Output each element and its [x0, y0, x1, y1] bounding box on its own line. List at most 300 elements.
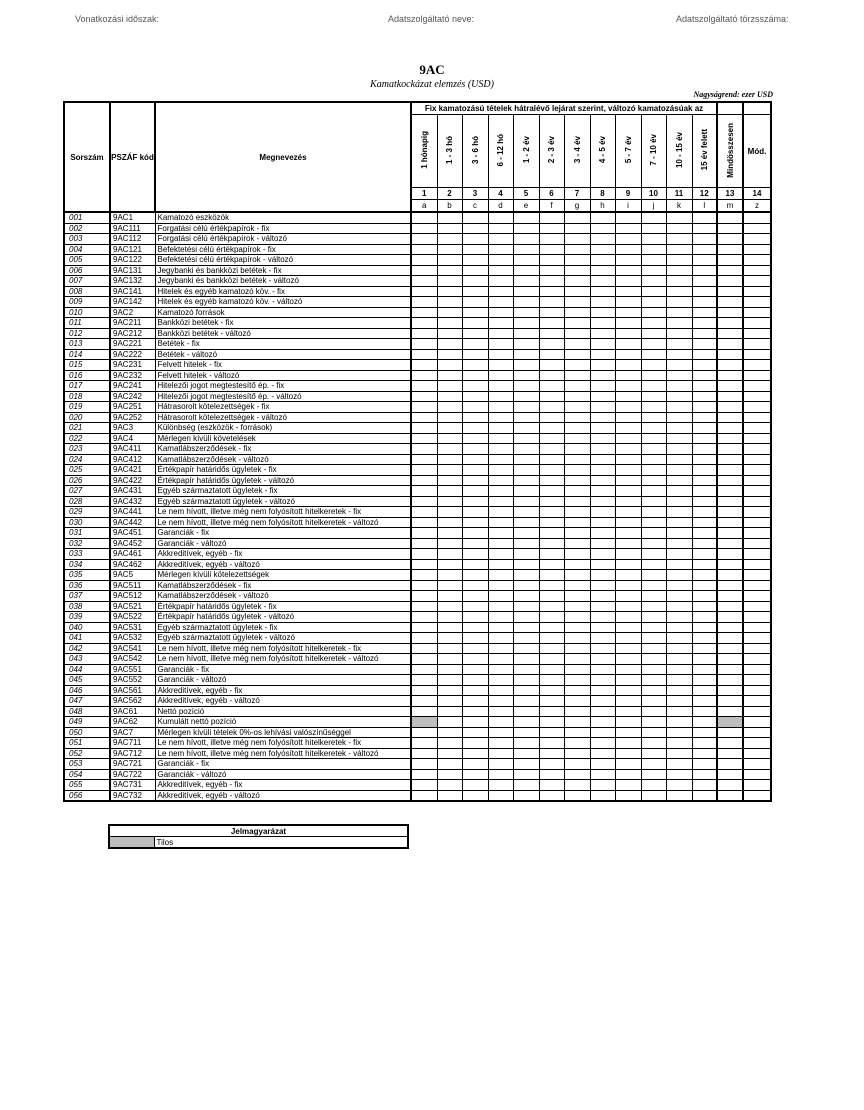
data-cell[interactable] — [615, 381, 641, 392]
data-cell[interactable] — [666, 244, 692, 255]
data-cell[interactable] — [717, 612, 743, 623]
data-cell[interactable] — [615, 423, 641, 434]
data-cell[interactable] — [743, 276, 771, 287]
data-cell[interactable] — [641, 769, 666, 780]
data-cell[interactable] — [437, 339, 462, 350]
data-cell[interactable] — [590, 276, 615, 287]
data-cell[interactable] — [488, 318, 513, 329]
data-cell[interactable] — [539, 307, 564, 318]
data-cell[interactable] — [615, 223, 641, 234]
data-cell[interactable] — [743, 622, 771, 633]
data-cell[interactable] — [539, 780, 564, 791]
data-cell[interactable] — [743, 706, 771, 717]
data-cell[interactable] — [615, 643, 641, 654]
data-cell[interactable] — [411, 307, 437, 318]
data-cell[interactable] — [615, 360, 641, 371]
data-cell[interactable] — [564, 496, 590, 507]
data-cell[interactable] — [437, 664, 462, 675]
data-cell[interactable] — [641, 318, 666, 329]
data-cell[interactable] — [615, 748, 641, 759]
data-cell[interactable] — [590, 612, 615, 623]
data-cell[interactable] — [513, 486, 539, 497]
data-cell[interactable] — [513, 391, 539, 402]
data-cell[interactable] — [564, 318, 590, 329]
data-cell[interactable] — [488, 507, 513, 518]
data-cell[interactable] — [513, 549, 539, 560]
data-cell[interactable] — [590, 423, 615, 434]
data-cell[interactable] — [717, 454, 743, 465]
data-cell[interactable] — [411, 769, 437, 780]
data-cell[interactable] — [666, 318, 692, 329]
data-cell[interactable] — [513, 276, 539, 287]
data-cell[interactable] — [539, 549, 564, 560]
data-cell[interactable] — [513, 685, 539, 696]
data-cell[interactable] — [615, 454, 641, 465]
data-cell[interactable] — [437, 780, 462, 791]
data-cell[interactable] — [437, 675, 462, 686]
data-cell[interactable] — [615, 601, 641, 612]
data-cell[interactable] — [488, 643, 513, 654]
data-cell[interactable] — [437, 496, 462, 507]
data-cell[interactable] — [462, 244, 488, 255]
data-cell[interactable] — [564, 276, 590, 287]
data-cell[interactable] — [411, 244, 437, 255]
data-cell[interactable] — [717, 654, 743, 665]
data-cell[interactable] — [590, 580, 615, 591]
data-cell[interactable] — [539, 790, 564, 801]
data-cell[interactable] — [666, 360, 692, 371]
data-cell[interactable] — [717, 633, 743, 644]
data-cell[interactable] — [411, 433, 437, 444]
data-cell[interactable] — [692, 265, 717, 276]
data-cell[interactable] — [743, 265, 771, 276]
data-cell[interactable] — [641, 601, 666, 612]
data-cell[interactable] — [539, 591, 564, 602]
data-cell[interactable] — [513, 349, 539, 360]
data-cell[interactable] — [717, 759, 743, 770]
data-cell[interactable] — [564, 759, 590, 770]
data-cell[interactable] — [590, 570, 615, 581]
data-cell[interactable] — [462, 349, 488, 360]
data-cell[interactable] — [615, 528, 641, 539]
data-cell[interactable] — [564, 643, 590, 654]
data-cell[interactable] — [743, 454, 771, 465]
data-cell[interactable] — [743, 780, 771, 791]
data-cell[interactable] — [692, 601, 717, 612]
data-cell[interactable] — [666, 664, 692, 675]
data-cell[interactable] — [666, 234, 692, 245]
data-cell[interactable] — [539, 759, 564, 770]
data-cell[interactable] — [692, 360, 717, 371]
data-cell[interactable] — [717, 412, 743, 423]
data-cell[interactable] — [513, 622, 539, 633]
data-cell[interactable] — [488, 465, 513, 476]
data-cell[interactable] — [692, 685, 717, 696]
data-cell[interactable] — [462, 318, 488, 329]
data-cell[interactable] — [743, 538, 771, 549]
data-cell[interactable] — [564, 349, 590, 360]
data-cell[interactable] — [462, 255, 488, 266]
data-cell[interactable] — [641, 570, 666, 581]
data-cell[interactable] — [437, 685, 462, 696]
data-cell[interactable] — [717, 265, 743, 276]
data-cell[interactable] — [743, 601, 771, 612]
data-cell[interactable] — [437, 559, 462, 570]
data-cell[interactable] — [539, 612, 564, 623]
data-cell[interactable] — [615, 675, 641, 686]
data-cell[interactable] — [539, 412, 564, 423]
data-cell[interactable] — [564, 255, 590, 266]
data-cell[interactable] — [717, 507, 743, 518]
data-cell[interactable] — [462, 339, 488, 350]
data-cell[interactable] — [437, 276, 462, 287]
data-cell[interactable] — [717, 664, 743, 675]
data-cell[interactable] — [615, 339, 641, 350]
data-cell[interactable] — [743, 234, 771, 245]
data-cell[interactable] — [590, 717, 615, 728]
data-cell[interactable] — [488, 307, 513, 318]
data-cell[interactable] — [692, 633, 717, 644]
data-cell[interactable] — [564, 265, 590, 276]
data-cell[interactable] — [590, 706, 615, 717]
data-cell[interactable] — [666, 538, 692, 549]
data-cell[interactable] — [717, 549, 743, 560]
data-cell[interactable] — [564, 549, 590, 560]
data-cell[interactable] — [488, 706, 513, 717]
data-cell[interactable] — [437, 381, 462, 392]
data-cell[interactable] — [564, 717, 590, 728]
data-cell[interactable] — [411, 622, 437, 633]
data-cell[interactable] — [692, 643, 717, 654]
data-cell[interactable] — [615, 696, 641, 707]
data-cell[interactable] — [743, 748, 771, 759]
data-cell[interactable] — [488, 612, 513, 623]
data-cell[interactable] — [539, 444, 564, 455]
data-cell[interactable] — [437, 244, 462, 255]
data-cell[interactable] — [590, 675, 615, 686]
data-cell[interactable] — [488, 223, 513, 234]
data-cell[interactable] — [666, 328, 692, 339]
data-cell[interactable] — [564, 570, 590, 581]
data-cell[interactable] — [615, 517, 641, 528]
data-cell[interactable] — [564, 465, 590, 476]
data-cell[interactable] — [717, 528, 743, 539]
data-cell[interactable] — [437, 454, 462, 465]
data-cell[interactable] — [590, 696, 615, 707]
data-cell[interactable] — [590, 517, 615, 528]
data-cell[interactable] — [411, 339, 437, 350]
data-cell[interactable] — [513, 780, 539, 791]
data-cell[interactable] — [539, 286, 564, 297]
data-cell[interactable] — [462, 465, 488, 476]
data-cell[interactable] — [615, 780, 641, 791]
data-cell[interactable] — [564, 612, 590, 623]
data-cell[interactable] — [743, 696, 771, 707]
data-cell[interactable] — [437, 307, 462, 318]
data-cell[interactable] — [615, 286, 641, 297]
data-cell[interactable] — [590, 538, 615, 549]
data-cell[interactable] — [666, 444, 692, 455]
data-cell[interactable] — [564, 790, 590, 801]
data-cell[interactable] — [564, 423, 590, 434]
data-cell[interactable] — [717, 370, 743, 381]
data-cell[interactable] — [462, 748, 488, 759]
data-cell[interactable] — [411, 633, 437, 644]
data-cell[interactable] — [666, 370, 692, 381]
data-cell[interactable] — [513, 223, 539, 234]
data-cell[interactable] — [488, 696, 513, 707]
data-cell[interactable] — [641, 465, 666, 476]
data-cell[interactable] — [692, 727, 717, 738]
data-cell[interactable] — [437, 759, 462, 770]
data-cell[interactable] — [539, 297, 564, 308]
data-cell[interactable] — [411, 706, 437, 717]
data-cell[interactable] — [539, 223, 564, 234]
data-cell[interactable] — [743, 381, 771, 392]
data-cell[interactable] — [666, 748, 692, 759]
data-cell[interactable] — [411, 507, 437, 518]
data-cell[interactable] — [692, 612, 717, 623]
data-cell[interactable] — [539, 748, 564, 759]
data-cell[interactable] — [641, 706, 666, 717]
data-cell[interactable] — [641, 297, 666, 308]
data-cell[interactable] — [590, 339, 615, 350]
data-cell[interactable] — [488, 402, 513, 413]
data-cell[interactable] — [513, 370, 539, 381]
data-cell[interactable] — [692, 622, 717, 633]
data-cell[interactable] — [692, 349, 717, 360]
data-cell[interactable] — [437, 549, 462, 560]
data-cell[interactable] — [539, 244, 564, 255]
data-cell[interactable] — [462, 381, 488, 392]
data-cell[interactable] — [641, 507, 666, 518]
data-cell[interactable] — [513, 559, 539, 570]
data-cell[interactable] — [488, 549, 513, 560]
data-cell[interactable] — [717, 307, 743, 318]
data-cell[interactable] — [513, 265, 539, 276]
data-cell[interactable] — [717, 465, 743, 476]
data-cell[interactable] — [462, 622, 488, 633]
data-cell[interactable] — [590, 286, 615, 297]
data-cell[interactable] — [564, 591, 590, 602]
data-cell[interactable] — [462, 423, 488, 434]
data-cell[interactable] — [539, 706, 564, 717]
data-cell[interactable] — [743, 559, 771, 570]
data-cell[interactable] — [666, 265, 692, 276]
data-cell[interactable] — [488, 297, 513, 308]
data-cell[interactable] — [666, 412, 692, 423]
data-cell[interactable] — [590, 402, 615, 413]
data-cell[interactable] — [692, 507, 717, 518]
data-cell[interactable] — [641, 328, 666, 339]
data-cell[interactable] — [743, 496, 771, 507]
data-cell[interactable] — [743, 244, 771, 255]
data-cell[interactable] — [539, 465, 564, 476]
data-cell[interactable] — [411, 664, 437, 675]
data-cell[interactable] — [462, 307, 488, 318]
data-cell[interactable] — [462, 223, 488, 234]
data-cell[interactable] — [615, 591, 641, 602]
data-cell[interactable] — [717, 444, 743, 455]
data-cell[interactable] — [564, 475, 590, 486]
data-cell[interactable] — [641, 717, 666, 728]
data-cell[interactable] — [590, 643, 615, 654]
data-cell[interactable] — [743, 307, 771, 318]
data-cell[interactable] — [564, 528, 590, 539]
data-cell[interactable] — [590, 307, 615, 318]
data-cell[interactable] — [692, 444, 717, 455]
data-cell[interactable] — [641, 759, 666, 770]
data-cell[interactable] — [437, 360, 462, 371]
data-cell[interactable] — [666, 454, 692, 465]
data-cell[interactable] — [717, 223, 743, 234]
data-cell[interactable] — [615, 622, 641, 633]
data-cell[interactable] — [411, 580, 437, 591]
data-cell[interactable] — [539, 328, 564, 339]
data-cell[interactable] — [692, 591, 717, 602]
data-cell[interactable] — [615, 496, 641, 507]
data-cell[interactable] — [513, 706, 539, 717]
data-cell[interactable] — [411, 412, 437, 423]
data-cell[interactable] — [539, 496, 564, 507]
data-cell[interactable] — [411, 517, 437, 528]
data-cell[interactable] — [488, 244, 513, 255]
data-cell[interactable] — [641, 349, 666, 360]
data-cell[interactable] — [590, 780, 615, 791]
data-cell[interactable] — [717, 496, 743, 507]
data-cell[interactable] — [462, 507, 488, 518]
data-cell[interactable] — [437, 423, 462, 434]
data-cell[interactable] — [743, 412, 771, 423]
data-cell[interactable] — [641, 633, 666, 644]
data-cell[interactable] — [666, 391, 692, 402]
data-cell[interactable] — [539, 769, 564, 780]
data-cell[interactable] — [743, 465, 771, 476]
data-cell[interactable] — [590, 685, 615, 696]
data-cell[interactable] — [692, 339, 717, 350]
data-cell[interactable] — [513, 454, 539, 465]
data-cell[interactable] — [564, 212, 590, 223]
data-cell[interactable] — [717, 727, 743, 738]
data-cell[interactable] — [564, 391, 590, 402]
data-cell[interactable] — [666, 580, 692, 591]
data-cell[interactable] — [615, 465, 641, 476]
data-cell[interactable] — [411, 570, 437, 581]
data-cell[interactable] — [743, 475, 771, 486]
data-cell[interactable] — [437, 318, 462, 329]
data-cell[interactable] — [513, 769, 539, 780]
data-cell[interactable] — [666, 769, 692, 780]
data-cell[interactable] — [513, 643, 539, 654]
data-cell[interactable] — [743, 727, 771, 738]
data-cell[interactable] — [488, 475, 513, 486]
data-cell[interactable] — [641, 286, 666, 297]
data-cell[interactable] — [666, 307, 692, 318]
data-cell[interactable] — [411, 276, 437, 287]
data-cell[interactable] — [488, 212, 513, 223]
data-cell[interactable] — [437, 769, 462, 780]
data-cell[interactable] — [743, 769, 771, 780]
data-cell[interactable] — [411, 654, 437, 665]
data-cell[interactable] — [437, 654, 462, 665]
data-cell[interactable] — [590, 496, 615, 507]
data-cell[interactable] — [437, 234, 462, 245]
data-cell[interactable] — [539, 265, 564, 276]
data-cell[interactable] — [513, 696, 539, 707]
data-cell[interactable] — [513, 591, 539, 602]
data-cell[interactable] — [437, 612, 462, 623]
data-cell[interactable] — [539, 633, 564, 644]
data-cell[interactable] — [666, 633, 692, 644]
data-cell[interactable] — [411, 790, 437, 801]
data-cell[interactable] — [641, 580, 666, 591]
data-cell[interactable] — [692, 402, 717, 413]
data-cell[interactable] — [743, 580, 771, 591]
data-cell[interactable] — [615, 654, 641, 665]
data-cell[interactable] — [437, 570, 462, 581]
data-cell[interactable] — [539, 454, 564, 465]
data-cell[interactable] — [641, 454, 666, 465]
data-cell[interactable] — [513, 727, 539, 738]
data-cell[interactable] — [692, 496, 717, 507]
data-cell[interactable] — [488, 790, 513, 801]
data-cell[interactable] — [590, 328, 615, 339]
data-cell[interactable] — [564, 297, 590, 308]
data-cell[interactable] — [717, 212, 743, 223]
data-cell[interactable] — [717, 675, 743, 686]
data-cell[interactable] — [513, 212, 539, 223]
data-cell[interactable] — [488, 528, 513, 539]
data-cell[interactable] — [692, 381, 717, 392]
data-cell[interactable] — [692, 696, 717, 707]
data-cell[interactable] — [692, 580, 717, 591]
data-cell[interactable] — [692, 769, 717, 780]
data-cell[interactable] — [513, 717, 539, 728]
data-cell[interactable] — [717, 391, 743, 402]
data-cell[interactable] — [488, 339, 513, 350]
data-cell[interactable] — [615, 318, 641, 329]
data-cell[interactable] — [437, 402, 462, 413]
data-cell[interactable] — [488, 349, 513, 360]
data-cell[interactable] — [717, 559, 743, 570]
data-cell[interactable] — [437, 297, 462, 308]
data-cell[interactable] — [666, 570, 692, 581]
data-cell[interactable] — [692, 212, 717, 223]
data-cell[interactable] — [641, 381, 666, 392]
data-cell[interactable] — [692, 234, 717, 245]
data-cell[interactable] — [590, 265, 615, 276]
data-cell[interactable] — [437, 517, 462, 528]
data-cell[interactable] — [513, 517, 539, 528]
data-cell[interactable] — [590, 318, 615, 329]
data-cell[interactable] — [641, 412, 666, 423]
data-cell[interactable] — [717, 591, 743, 602]
data-cell[interactable] — [641, 748, 666, 759]
data-cell[interactable] — [590, 738, 615, 749]
data-cell[interactable] — [590, 559, 615, 570]
data-cell[interactable] — [564, 685, 590, 696]
data-cell[interactable] — [615, 433, 641, 444]
data-cell[interactable] — [641, 622, 666, 633]
data-cell[interactable] — [564, 633, 590, 644]
data-cell[interactable] — [411, 696, 437, 707]
data-cell[interactable] — [717, 244, 743, 255]
data-cell[interactable] — [590, 727, 615, 738]
data-cell[interactable] — [513, 675, 539, 686]
data-cell[interactable] — [564, 507, 590, 518]
data-cell[interactable] — [743, 738, 771, 749]
data-cell[interactable] — [666, 212, 692, 223]
